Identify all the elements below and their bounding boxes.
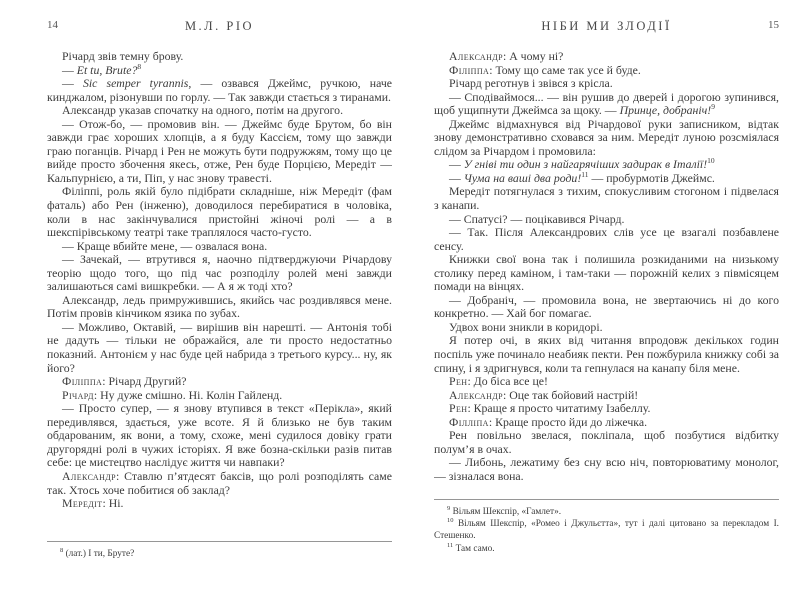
paragraph: Філліпа: Краще просто йди до ліжечка. (449, 414, 648, 429)
paragraph: Філіппа: Тому що саме так усе й буде. (449, 62, 641, 77)
footnote: $^8$ (лат.) І ти, Бруте? (60, 546, 135, 559)
footnote: $^{10}$ Вільям Шекспір, «Ромео і Джульєтта», тут і далі цитовано за перекладом І. Стешенко. (434, 517, 779, 542)
paragraph: — Добраніч, — промовила вона, не звертаючись ні до кого конкретно. — Хай бог помагає. (434, 292, 779, 321)
paragraph: Александр: Оце так бойовий настрій! (449, 387, 639, 402)
footnotes (434, 506, 779, 555)
paragraph: Філіппа: Річард Другий? (62, 374, 187, 389)
paragraph: — Чума на ваші два роди!$^{11}$ — пробурмотів Джеймс. (449, 170, 715, 185)
book-page-left (47, 0, 392, 600)
paragraph: — Просто супер, — я знову втупився в текст «Перікла», який передивлявся, здається, уже всоте. Я й близько не був таким обдарованим, як вони, а тому, схоже, мені судилося довіку грати другорядні ролі в чужих історіях. Я вже бозна-скільки разів питав себе: це мистецтво наслідує життя чи навпаки? (47, 401, 392, 470)
paragraph: — Зачекай, — втрутився я, наочно підтверджуючи Річардову теорію щодо того, що під час розподілу ролей мені завжди залишаються самі вишкребки. — А я ж тоді хто? (47, 252, 392, 294)
running-head: НІБИ МИ ЗЛОДІЇ (541, 19, 672, 33)
paragraph: Річард реготнув і звівся з крісла. (449, 76, 613, 91)
paragraph: Річард: Ну дуже смішно. Ні. Колін Гайленд. (62, 387, 283, 402)
paragraph: — Так. Після Александрових слів усе це взагалі позбавлене сенсу. (434, 225, 779, 253)
page-number: 14 (47, 19, 58, 31)
footnote-block (434, 499, 779, 555)
paragraph: — Можливо, Октавій, — вирішив він нарешті. — Антонія тобі не дадуть — тільки не ображайся, але ти просто недостатньо показний. Антонієм у нас буде цей набрида з третього курсу... ну, як його? (47, 319, 392, 375)
page-number: 15 (768, 19, 779, 31)
page-header (434, 19, 779, 34)
footnote-block (47, 541, 392, 560)
footnote-rule (434, 499, 779, 500)
footnotes (47, 548, 392, 560)
paragraph: Джеймс відмахнувся від Річардової руки записником, відтак знову демонстративно сховався за ним. Мередіт луною розсміялася слідом за Річардом і промовила: (434, 116, 779, 158)
footnote: $^{11}$ Там само. (447, 541, 495, 554)
paragraph: Рен: Краще я просто читатиму Ізабеллу. (449, 401, 651, 416)
paragraph: Книжки свої вона так і полишила розкиданими на низькому столику перед каміном, і там-таки — порожній келих з півмісяцем помади на вінцях. (434, 252, 779, 294)
paragraph: Мередіт потягнулася з тихим, спокусливим стогоном і підвелася з канапи. (434, 184, 779, 213)
paragraph: Рен повільно звелася, покліпала, щоб позбутися відбитку полум’я в очах. (434, 428, 779, 456)
paragraph: Александр: Ставлю п’ятдесят баксів, що ролі розподілять саме так. Хтось хоче побитися об заклад? (47, 468, 392, 497)
footnote: $^9$ Вільям Шекспір, «Гамлет». (447, 504, 562, 517)
paragraph: — Сподіваймося... — він рушив до дверей і дорогою зупинився, щоб ущипнути Джеймса за щоку. — Принце, добраніч!$^9$ (434, 89, 779, 118)
running-head: М.Л. РІО (184, 19, 255, 33)
paragraph: Філіппі, роль якій було підібрати складніше, ніж Мередіт (фам фаталь) або Рен (інженю), доводилося перебиратися в чоловіка, коли в нас закінчувалися пристойні жіночі ролі — а в шекспірівському театрі таке траплялося часто-густо. (47, 184, 392, 240)
paragraph: Річард звів темну брову. (62, 50, 184, 63)
paragraph: — У гніві ти один з найгарячіших задирак в Італії!$^{10}$ (449, 156, 715, 172)
book-page-right (434, 0, 779, 600)
paragraph: Рен: До біса все це! (449, 374, 548, 389)
paragraph: Александр, ледь примружившись, якийсь час роздивлявся мене. Потім провів кінчиком язика по зубах. (47, 292, 392, 321)
paragraph: Александр указав спочатку на одного, потім на другого. (62, 103, 344, 118)
paragraph: Мередіт: Ні. (62, 496, 124, 511)
page-header (47, 19, 392, 34)
paragraph: — Отож-бо, — промовив він. — Джеймс буде Брутом, бо він завжди грає хороших хлопців, а я буду Кассієм, тому що завжди граю поганців. Річард і Рен не можуть бути подружжям, тому що це вийде просто збочення якесь, отже, Рен буде Порцією, Мередіт — Кальпурнією, а ти, Піп, у нас знову травесті. (47, 116, 392, 185)
paragraph: — Краще вбийте мене, — озвалася вона. (62, 238, 268, 253)
page-body (47, 50, 392, 539)
paragraph: Я потер очі, в яких від читання впродовж декількох годин поспіль уже починало неабияк пекти. Рен пожбурила книжку собі за спину, і я здригнувся, коли та гепнулася на канапу біля мене. (434, 333, 779, 375)
paragraph: — Et tu, Brute?$^8$ (62, 61, 142, 77)
paragraph: — Sic semper tyrannis, — озвався Джеймс, ручкою, наче кинджалом, різонувши по горлу. — Так завжди стається з тиранами. (47, 76, 392, 104)
paragraph: Александр: А чому ні? (449, 50, 564, 63)
footnote-rule (47, 541, 392, 542)
paragraph: — Либонь, лежатиму без сну всю ніч, повторюватиму монолог, — зізналася вона. (434, 455, 779, 483)
paragraph: Удвох вони зникли в коридорі. (449, 319, 603, 334)
paragraph: — Спатусі? — поцікавився Річард. (449, 211, 625, 226)
page-body (434, 50, 779, 498)
